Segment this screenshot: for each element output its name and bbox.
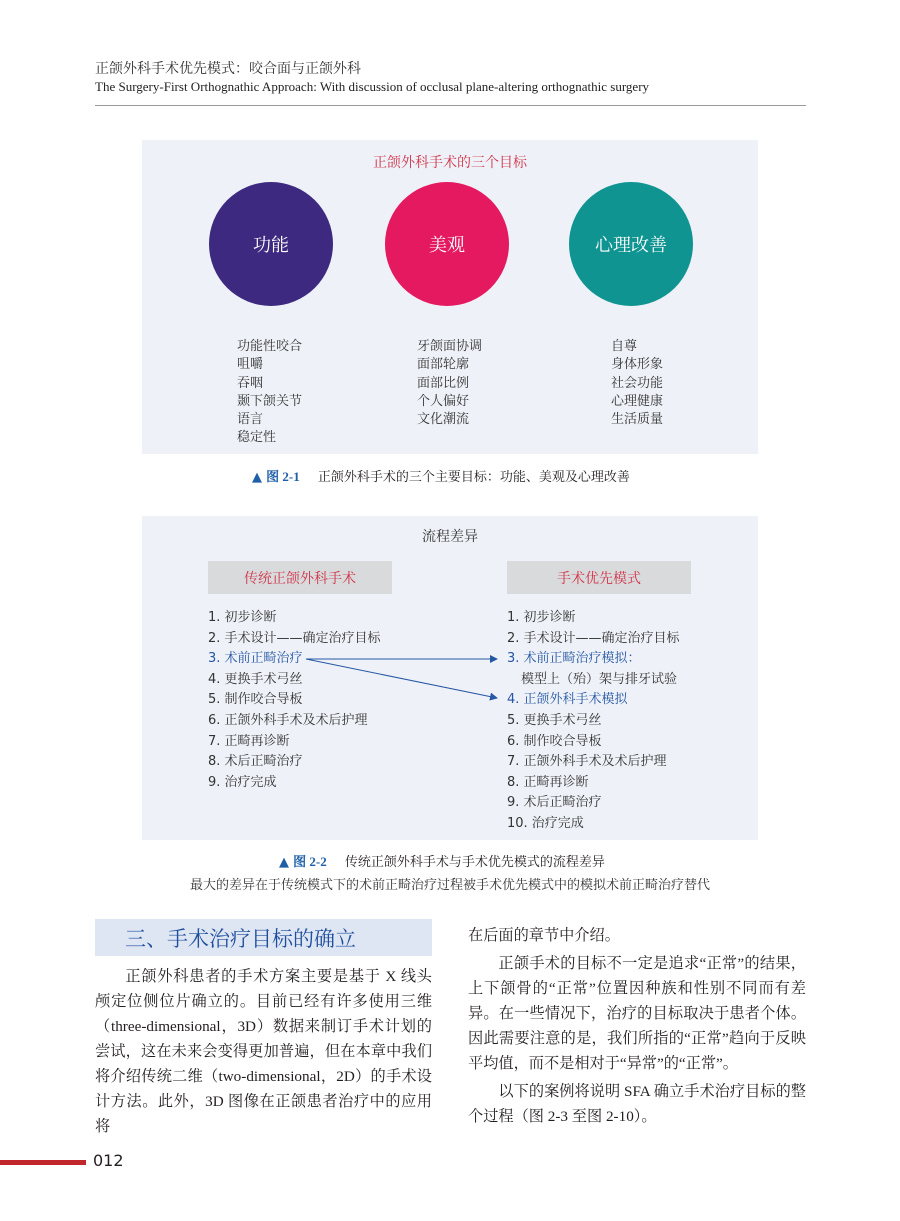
- step-item: 8. 正畸再诊断: [507, 774, 589, 790]
- replacement-arrows: [142, 516, 758, 840]
- footer-accent-bar: [0, 1160, 86, 1165]
- list-item: 功能性咬合: [237, 339, 303, 354]
- step-item: 3. 术前正畸治疗模拟：: [507, 651, 641, 667]
- step-item: 9. 治疗完成: [208, 774, 277, 790]
- figure-number: 图 2-1: [266, 469, 300, 484]
- caption-triangle-icon: ▲: [252, 470, 262, 485]
- step-item: 8. 术后正畸治疗: [208, 754, 303, 770]
- paragraph: 正颌外科患者的手术方案主要是基于 X 线头颅定位侧位片确立的。目前已经有许多使用三维（three-dimensional，3D）数据来制订手术计划的尝试，这在未来会变得更加普遍，但在本章中我们将介绍传统二维（two-dimensional，2D）的手术设计方法。此外，3D 图像在正颌患者治疗中的应用将: [95, 968, 432, 1135]
- goal-list-function: [237, 338, 302, 448]
- list-item: 身体形象: [611, 357, 664, 373]
- goal-circle-aesthetics: 美观: [385, 182, 509, 306]
- list-item: 稳定性: [237, 430, 277, 446]
- step-item: 9. 术后正畸治疗: [507, 795, 602, 811]
- body-column-right: [468, 923, 806, 1132]
- body-column-left: [95, 964, 432, 1142]
- step-item: 1. 初步诊断: [208, 610, 277, 625]
- list-item: 自尊: [611, 339, 638, 354]
- step-item: 5. 更换手术弓丝: [507, 712, 602, 728]
- figure-2-1-title: 正颌外科手术的三个目标: [373, 155, 527, 171]
- goal-list-aesthetics: [417, 338, 482, 429]
- figure-2-1-caption: [252, 466, 630, 485]
- list-item: 牙颌面协调: [417, 339, 483, 354]
- goal-circle-psychology: 心理改善: [569, 182, 693, 306]
- paragraph: 正颌手术的目标不一定是追求“正常”的结果，上下颌骨的“正常”位置因种族和性别不同而有差异。在一些情况下，治疗的目标取决于患者个体。因此需要注意的是，我们所指的“正常”趋向于反映平均值，而不是相对于“异常”的“正常”。: [468, 955, 806, 1072]
- caption-text: 传统正颌外科手术与手术优先模式的流程差异: [344, 855, 605, 870]
- step-item: 1. 初步诊断: [507, 610, 576, 625]
- figure-2-2-caption-note: 最大的差异在于传统模式下的术前正畸治疗过程被手术优先模式中的模拟术前正畸治疗替代: [189, 877, 710, 892]
- figure-2-1: [142, 140, 758, 454]
- running-header-english: The Surgery-First Orthognathic Approach: With discussion of occlusal plane-altering orthognathic surgery: [95, 79, 650, 94]
- list-item: 个人偏好: [417, 393, 470, 409]
- list-item: 心理健康: [611, 393, 664, 409]
- list-item: 面部比例: [417, 375, 470, 391]
- step-item: 7. 正颌外科手术及术后护理: [507, 754, 667, 770]
- step-item: 2. 手术设计——确定治疗目标: [507, 630, 680, 646]
- list-item: 社会功能: [611, 375, 664, 391]
- list-item: 生活质量: [611, 412, 664, 428]
- step-item: 6. 正颌外科手术及术后护理: [208, 712, 368, 728]
- list-item: 咀嚼: [237, 357, 264, 373]
- step-item: 4. 正颌外科手术模拟: [507, 692, 628, 708]
- surgery-first-header: 手术优先模式: [507, 561, 691, 594]
- figure-2-2-caption: [279, 851, 605, 870]
- arrow-to-surgery-simulation: [306, 659, 497, 698]
- goal-circle-function: 功能: [209, 182, 333, 306]
- list-item: 颞下颌关节: [237, 393, 303, 409]
- figure-2-2-title: 流程差异: [422, 529, 478, 545]
- caption-triangle-icon: ▲: [279, 855, 289, 870]
- traditional-approach-header: 传统正颌外科手术: [208, 561, 392, 594]
- step-item: 6. 制作咬合导板: [507, 733, 602, 749]
- section-heading: 三、手术治疗目标的确立: [95, 919, 432, 956]
- step-item: 3. 术前正畸治疗: [208, 651, 303, 667]
- figure-number: 图 2-2: [293, 854, 327, 869]
- list-item: 吞咽: [237, 375, 264, 391]
- step-item: 10. 治疗完成: [507, 815, 584, 831]
- caption-text: 正颌外科手术的三个主要目标：功能、美观及心理改善: [317, 470, 630, 485]
- page-number: 012: [93, 1151, 124, 1170]
- running-header-chinese: 正颌外科手术优先模式：咬合面与正颌外科: [95, 61, 361, 77]
- list-item: 面部轮廓: [417, 357, 470, 373]
- header-divider: [95, 105, 806, 106]
- paragraph: 以下的案例将说明 SFA 确立手术治疗目标的整个过程（图 2-3 至图 2-10）。: [468, 1083, 806, 1125]
- step-item: 7. 正畸再诊断: [208, 733, 290, 749]
- goal-list-psychology: [611, 338, 663, 429]
- step-item: 4. 更换手术弓丝: [208, 671, 303, 687]
- step-item: 5. 制作咬合导板: [208, 692, 303, 708]
- step-item-continuation: 模型上（殆）架与排牙试验: [521, 671, 678, 687]
- step-item: 2. 手术设计——确定治疗目标: [208, 630, 381, 646]
- figure-2-2: [142, 516, 758, 840]
- list-item: 文化潮流: [417, 412, 470, 428]
- paragraph-continuation: 在后面的章节中介绍。: [468, 927, 620, 944]
- list-item: 语言: [237, 412, 264, 428]
